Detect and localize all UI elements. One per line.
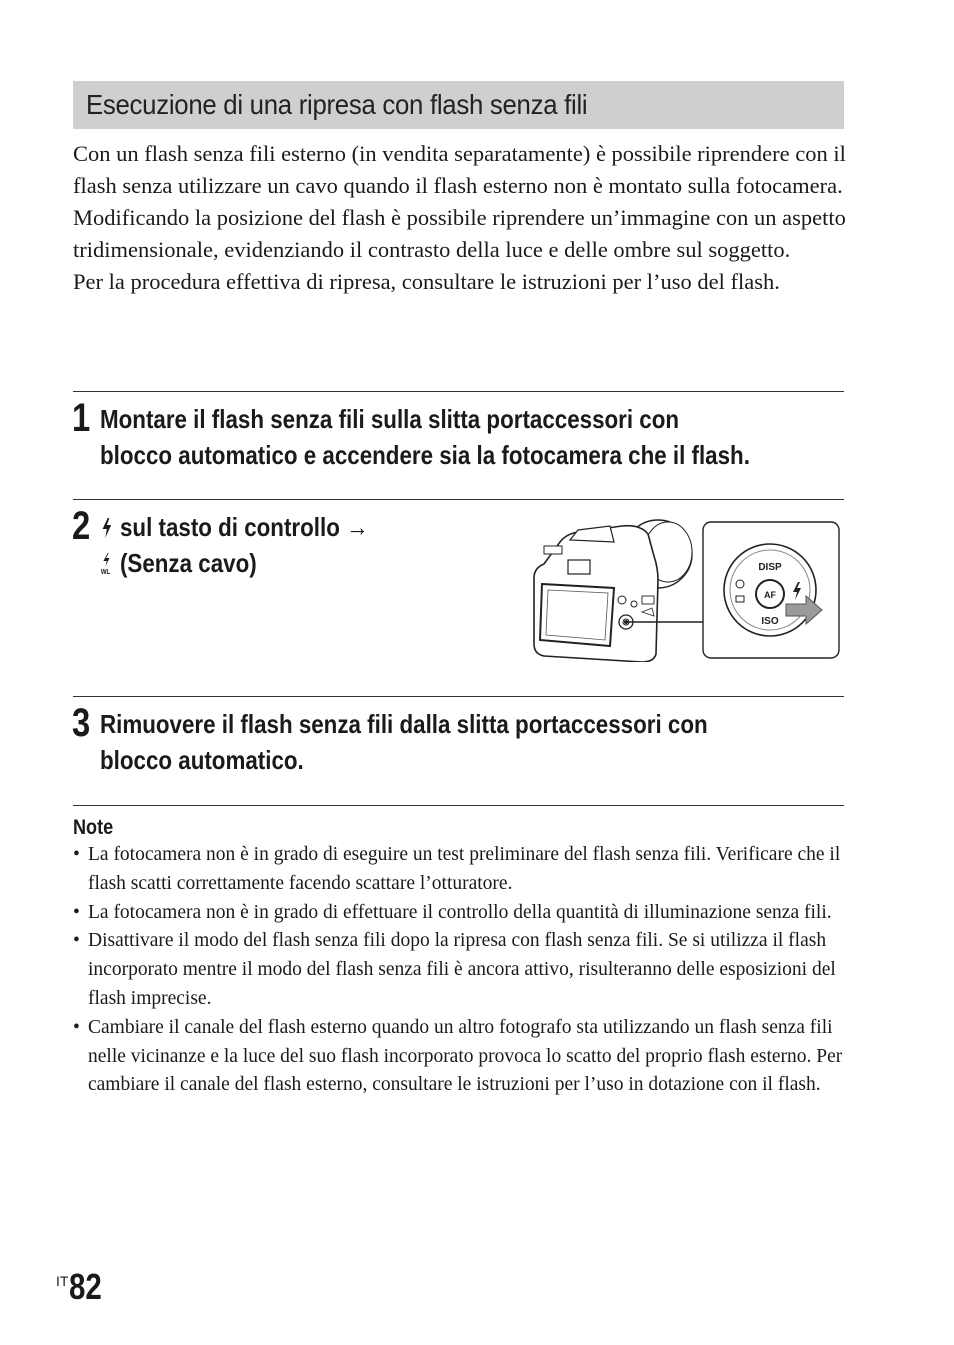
list-item: • La fotocamera non è in grado di effettuare il controllo della quantità di illuminazione senza fili.	[73, 899, 853, 928]
page-number	[56, 1266, 110, 1308]
step-divider	[73, 391, 844, 392]
step-line	[100, 509, 461, 545]
svg-text:AF: AF	[764, 590, 776, 600]
intro-paragraph: Con un flash senza fili esterno (in vendita separatamente) è possibile riprendere con il flash senza utilizzare un cavo quando il flash esterno non è montato sulla fotocamera. Modificando la posizione del flash è possibile riprendere un’immagine con un aspetto tridimensionale, evidenziando il contrasto della luce e delle ombre sul soggetto.	[73, 141, 846, 262]
svg-text:ISO: ISO	[761, 616, 779, 627]
intro-text	[73, 138, 853, 298]
svg-text:DISP: DISP	[758, 562, 782, 573]
intro-paragraph: Per la procedura effettiva di ripresa, consultare le istruzioni per l’uso del flash.	[73, 269, 780, 294]
section-title: Esecuzione di una ripresa con flash senza fili	[86, 89, 588, 120]
list-item: • Cambiare il canale del flash esterno quando un altro fotografo sta utilizzando un flash senza fili nelle vicinanze e la luce del suo flash incorporato provoca lo scatto del proprio flash esterno. Per cambiare il canale del flash esterno, consultare le istruzioni per l’uso in dotazione con il flash.	[73, 1014, 853, 1100]
step-number: 2	[72, 504, 91, 548]
notes-divider	[73, 805, 844, 806]
notes-heading: Note	[73, 816, 114, 839]
step-divider	[73, 696, 844, 697]
page-number-value: 82	[69, 1266, 103, 1307]
step-line	[100, 545, 461, 581]
step-number: 3	[72, 701, 91, 745]
list-item: • Disattivare il modo del flash senza fili dopo la ripresa con flash senza fili. Se si utilizza il flash incorporato mentre il modo del flash senza fili è ancora attivo, risulteranno delle esposizioni del flash imprecise.	[73, 927, 853, 1013]
step-line-text: sul tasto di controllo →	[119, 512, 369, 542]
step-text	[100, 509, 461, 581]
step-text: Rimuovere il flash senza fili dalla slitta portaccessori con blocco automatico.	[100, 709, 708, 775]
step-text: Montare il flash senza fili sulla slitta portaccessori con blocco automatico e accendere sia la fotocamera che il flash.	[100, 404, 750, 470]
svg-text:WL: WL	[100, 568, 111, 575]
notes-list	[73, 841, 853, 1100]
list-item: • La fotocamera non è in grado di eseguire un test preliminare del flash senza fili. Verificare che il flash scatti correttamente facendo scattare l’otturatore.	[73, 841, 853, 899]
wireless-flash-icon	[100, 553, 114, 575]
camera-control-illustration	[530, 516, 842, 662]
page-language: IT	[56, 1273, 69, 1289]
flash-icon	[100, 517, 114, 539]
step-line-text: (Senza cavo)	[119, 548, 257, 578]
step-number: 1	[72, 396, 91, 440]
step-divider	[73, 499, 844, 500]
section-banner	[73, 81, 844, 129]
